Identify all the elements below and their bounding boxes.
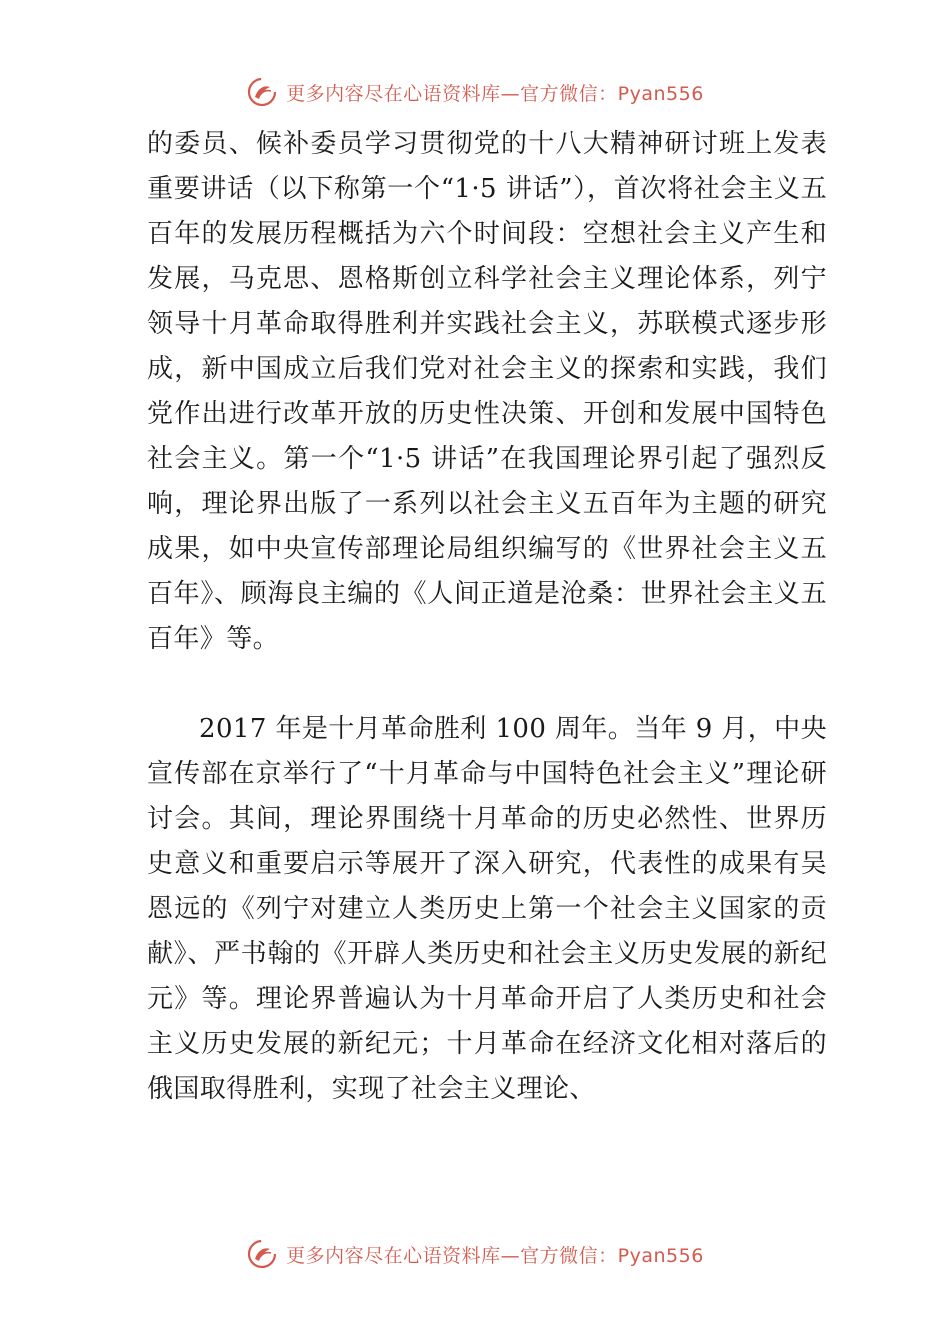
logo-icon bbox=[246, 1238, 278, 1270]
header-watermark bbox=[0, 76, 950, 108]
footer-watermark bbox=[0, 1238, 950, 1270]
paragraph-spacer bbox=[147, 662, 827, 707]
watermark-text: 更多内容尽在心语资料库—官方微信：Pyan556 bbox=[286, 82, 704, 105]
paragraph-1: 的委员、候补委员学习贯彻党的十八大精神研讨班上发表重要讲话（以下称第一个“1·5 讲话”），首次将社会主义五百年的发展历程概括为六个时间段：空想社会主义产生和发展，马克思、恩格斯创立科学社会主义理论体系，列宁领导十月革命取得胜利并实践社会主义，苏联模式逐步形成，新中国成立后我们党对社会主义的探索和实践，我们党作出进行改革开放的历史性决策、开创和发展中国特色社会主义。第一个“1·5 讲话”在我国理论界引起了强烈反响，理论界出版了一系列以社会主义五百年为主题的研究成果，如中央宣传部理论局组织编写的《世界社会主义五百年》、顾海良主编的《人间正道是沧桑：世界社会主义五百年》等。 bbox=[147, 129, 827, 654]
document-body bbox=[147, 122, 827, 1112]
logo-icon bbox=[246, 76, 278, 108]
watermark-text: 更多内容尽在心语资料库—官方微信：Pyan556 bbox=[286, 1244, 704, 1267]
paragraph-2: 2017 年是十月革命胜利 100 周年。当年 9 月，中央宣传部在京举行了“十月革命与中国特色社会主义”理论研讨会。其间，理论界围绕十月革命的历史必然性、世界历史意义和重要启示等展开了深入研究，代表性的成果有吴恩远的《列宁对建立人类历史上第一个社会主义国家的贡献》、严书翰的《开辟人类历史和社会主义历史发展的新纪元》等。理论界普遍认为十月革命开启了人类历史和社会主义历史发展的新纪元；十月革命在经济文化相对落后的俄国取得胜利，实现了社会主义理论、 bbox=[147, 714, 827, 1104]
